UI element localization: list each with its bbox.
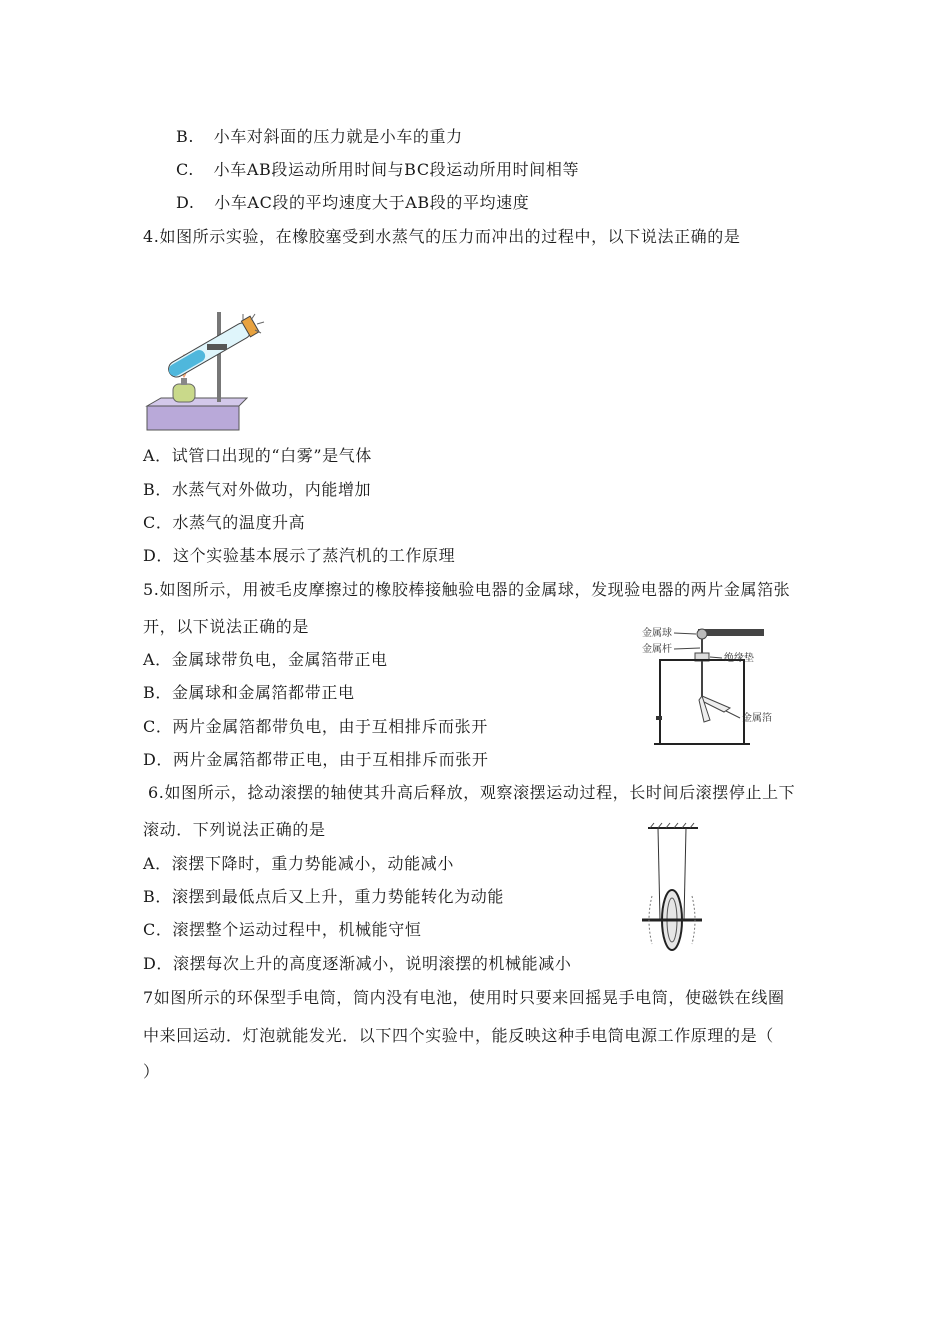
- q5-option-d: D．两片金属箔都带正电，由于互相排斥而张开: [143, 750, 489, 769]
- q5-option-c: C．两片金属箔都带负电，由于互相排斥而张开: [143, 717, 488, 736]
- label-pad: 绝缘垫: [724, 653, 754, 664]
- q3-option-d: [176, 193, 529, 213]
- option-text: 小车对斜面的压力就是小车的重力: [213, 127, 463, 146]
- option-text: 小车AC段的平均速度大于AB段的平均速度: [214, 193, 530, 212]
- q6-stem-line2: 滚动．下列说法正确的是: [143, 820, 326, 839]
- label-foil: 金属箔: [742, 713, 772, 724]
- q5-option-b: B．金属球和金属箔都带正电: [143, 683, 355, 702]
- option-letter: C.: [176, 160, 194, 179]
- test-tube-experiment-figure: [143, 308, 273, 436]
- q7-line1: 7如图所示的环保型手电筒，筒内没有电池，使用时只要来回摇晃手电筒，使磁铁在线圈: [143, 988, 785, 1007]
- q6-stem-line1: 6.如图所示，捻动滚摆的轴使其升高后释放，观察滚摆运动过程，长时间后滚摆停止上下: [148, 783, 796, 802]
- maxwell-pendulum-figure: [638, 822, 710, 956]
- label-ball: 金属球: [642, 628, 672, 639]
- option-letter: B.: [176, 127, 195, 146]
- q6-option-d: D．滚摆每次上升的高度逐渐减小，说明滚摆的机械能减小: [143, 954, 572, 973]
- q4-option-c: C．水蒸气的温度升高: [143, 513, 306, 532]
- option-text: 小车AB段运动所用时间与BC段运动所用时间相等: [213, 160, 580, 179]
- electroscope-figure: [638, 620, 778, 748]
- q7-line3: ）: [143, 1062, 160, 1081]
- q6-option-c: C．滚摆整个运动过程中，机械能守恒: [143, 920, 422, 939]
- q7-line2: 中来回运动．灯泡就能发光．以下四个实验中，能反映这种手电筒电源工作原理的是（: [143, 1026, 774, 1045]
- q4-option-a: A．试管口出现的“白雾”是气体: [143, 446, 372, 465]
- q4-option-d: D．这个实验基本展示了蒸汽机的工作原理: [143, 546, 456, 565]
- label-rod: 金属杆: [642, 644, 672, 655]
- q5-option-a: A．金属球带负电，金属箔带正电: [143, 650, 388, 669]
- q3-option-b: [176, 127, 463, 147]
- q4-stem: 4.如图所示实验，在橡胶塞受到水蒸气的压力而冲出的过程中，以下说法正确的是: [143, 227, 741, 246]
- option-letter: D.: [176, 193, 195, 212]
- q6-option-b: B．滚摆到最低点后又上升，重力势能转化为动能: [143, 887, 504, 906]
- q3-option-c: [176, 160, 579, 180]
- q4-option-b: B．水蒸气对外做功，内能增加: [143, 480, 372, 499]
- q5-stem-line2: 开，以下说法正确的是: [143, 617, 310, 636]
- q5-stem-line1: 5.如图所示，用被毛皮摩擦过的橡胶棒接触验电器的金属球，发现验电器的两片金属箔张: [143, 580, 791, 599]
- q6-option-a: A．滚摆下降时，重力势能减小，动能减小: [143, 854, 454, 873]
